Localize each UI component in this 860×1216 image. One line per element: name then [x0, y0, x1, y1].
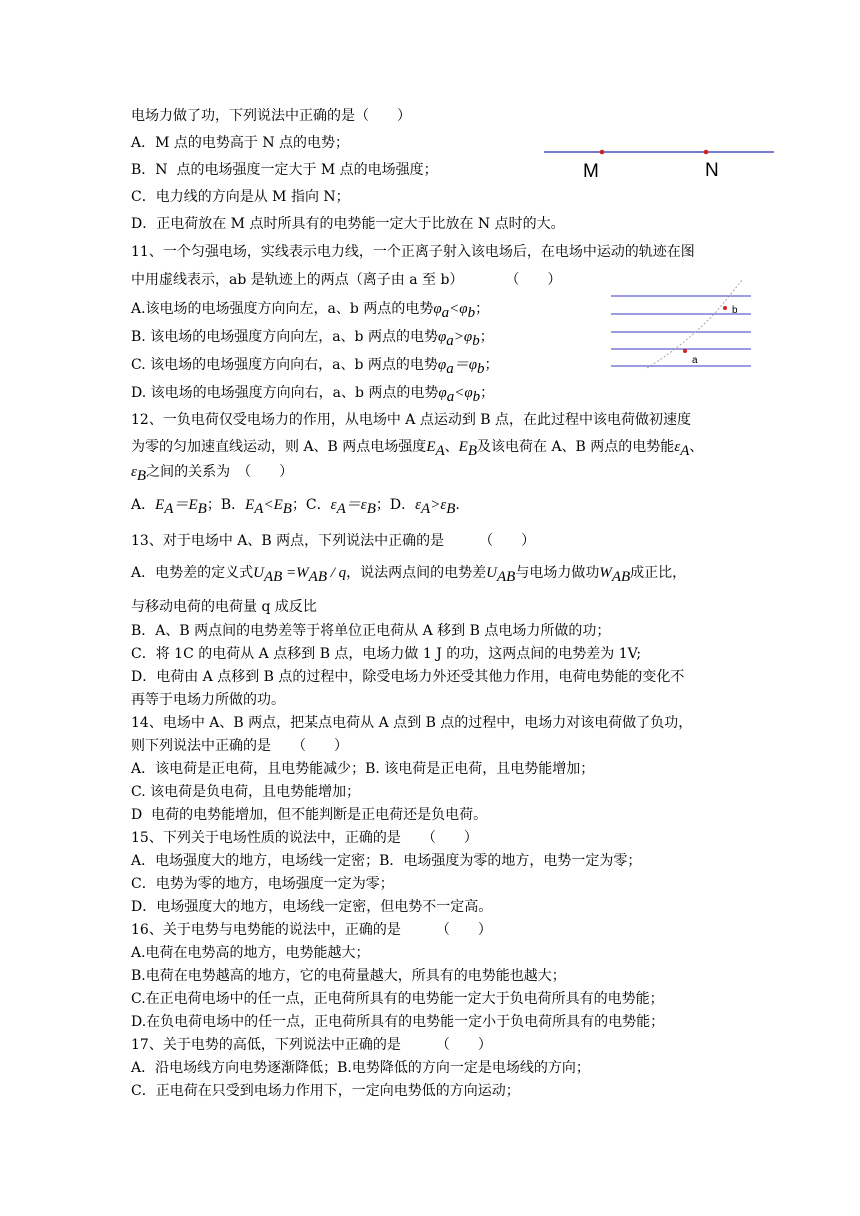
line-text: D 电荷的电势能增加，但不能判断是正电荷还是负电荷。 [131, 807, 488, 823]
math-phi: φ [468, 357, 478, 373]
line-text: A．M 点的电势高于 N 点的电势； [131, 135, 350, 151]
line-text: 电场力做了功，下列说法中正确的是（ ） [131, 108, 411, 124]
q15-option-c [131, 875, 394, 893]
math-W: W [599, 565, 612, 581]
line-text: 中用虚线表示，ab 是轨迹上的两点（离子由 a 至 b） （ ） [131, 272, 562, 288]
line-text: B.电荷在电势越高的地方，它的电荷量越大，所具有的电势能也越大； [131, 968, 566, 984]
math-op: ＝ [453, 357, 469, 373]
line-text: D.在负电荷电场中的任一点，正电荷所具有的电势能一定小于负电荷所具有的电势能； [131, 1014, 665, 1030]
line-text: A． [131, 497, 156, 513]
line-text: A．电势差的定义式 [131, 565, 254, 581]
math-phi: φ [437, 329, 447, 345]
line-text: 与移动电荷的电荷量 q 成反比 [131, 599, 317, 615]
question-14-stem [131, 714, 692, 732]
math-sub: AB [611, 568, 631, 585]
line-text: 、 [689, 439, 704, 455]
q17-option-c [131, 1082, 520, 1100]
text-line [131, 107, 411, 125]
line-text: C．电力线的方向是从 M 指向 N； [131, 189, 350, 205]
math-sub: B [136, 467, 147, 484]
option-c [131, 188, 350, 206]
line-text: ，说法两点间的电势差 [346, 565, 487, 581]
math-sub: a [446, 332, 454, 349]
q13-option-b [131, 622, 610, 640]
line-text: B. 该电场的电场强度方向向左，a、b 两点的电势 [131, 329, 438, 345]
math-E: E [458, 439, 468, 455]
line-text: A.电荷在电势高的地方，电势能越大； [131, 945, 370, 961]
math-sub: A [421, 500, 431, 517]
question-12-stem-cont [131, 438, 703, 460]
line-text: D．电荷由 A 点移到 B 点的过程中，除受电场力外还受其他力作用，电荷电势能的变化不 [131, 669, 685, 685]
math-phi: φ [459, 301, 468, 317]
question-13-stem [131, 532, 535, 550]
math-sub: B [197, 500, 207, 517]
math-op: < [263, 497, 274, 513]
math-op: ＝ [173, 497, 189, 513]
line-text: 及该电荷在 A、B 两点的电势能 [477, 439, 675, 455]
q15-option-ab [131, 852, 641, 870]
q17-option-ab [131, 1059, 590, 1077]
field-lines-trajectory-figure [605, 275, 755, 371]
math-phi: φ [433, 301, 442, 317]
math-phi: φ [438, 385, 447, 401]
line-text: C. 该电场的电场强度方向向右，a、b 两点的电势 [131, 357, 438, 373]
line-text: B．A、B 两点间的电势差等于将单位正电荷从 A 移到 B 点电场力所做的功； [131, 623, 611, 639]
line-text: 15、下列关于电场性质的说法中，正确的是 （ ） [131, 830, 478, 846]
q11-option-d [131, 384, 494, 406]
math-sub: B [282, 500, 292, 517]
math-U: U [253, 565, 264, 581]
line-text: 与电场力做功 [515, 565, 600, 581]
line-text: D．正电荷放在 M 点时所具有的电势能一定大于比放在 N 点时的大。 [131, 216, 565, 232]
line-text: 成正比， [630, 565, 687, 581]
math-eps: ε [440, 497, 447, 513]
math-phi: φ [464, 385, 473, 401]
point-b-dot [723, 306, 727, 310]
point-a-dot [683, 349, 687, 353]
line-text: 再等于电场力所做的功。 [131, 692, 285, 708]
q11-option-b [131, 328, 494, 350]
math-sub: b [472, 388, 481, 405]
math-sub: b [477, 360, 485, 377]
question-11-stem-cont [131, 271, 561, 289]
math-sub: B [467, 442, 477, 459]
field-line-mn-figure [540, 140, 780, 190]
q14-option-c [131, 783, 360, 801]
math-sub: A [254, 500, 264, 517]
line-text: 13、对于电场中 A、B 两点，下列说法中正确的是 （ ） [131, 533, 536, 549]
math-op: > [453, 329, 464, 345]
line-text: B．N 点的电场强度一定大于 M 点的电场强度； [131, 162, 438, 178]
math-sub: AB [308, 568, 327, 585]
semicolon: ； [475, 301, 490, 317]
math-sub: A [680, 442, 690, 459]
q13-option-a-cont [131, 598, 317, 616]
math-sub: AB [497, 568, 516, 585]
math-E: E [426, 439, 436, 455]
line-text: 之间的关系为 （ ） [146, 464, 294, 480]
math-sub: B [366, 500, 376, 517]
line-text: 则下列说法中正确的是 （ ） [131, 738, 348, 754]
q13-option-d [131, 668, 684, 686]
line-text: 16、关于电势与电势能的说法中，正确的是 （ ） [131, 922, 492, 938]
question-17-stem [131, 1036, 492, 1054]
line-text: C．电势为零的地方，电场强度一定为零； [131, 876, 394, 892]
math-U: U [486, 565, 498, 581]
math-E: E [273, 497, 283, 513]
q12-options [131, 496, 460, 518]
q14-option-ab [131, 760, 594, 778]
line-text: D. 该电场的电场强度方向向右，a、b 两点的电势 [131, 385, 439, 401]
line-text: C．正电荷在只受到电场力作用下，一定向电势低的方向运动； [131, 1083, 520, 1099]
line-text: C. 该电荷是负电荷，且电势能增加； [131, 784, 361, 800]
line-text: D．电场强度大的地方，电场线一定密，但电势不一定高。 [131, 899, 493, 915]
math-E: E [245, 497, 255, 513]
math-W: W [296, 565, 309, 581]
math-sub: b [472, 332, 480, 349]
math-sub: A [435, 442, 445, 459]
label-b: b [732, 305, 738, 316]
math-sub: B [446, 500, 456, 517]
semicolon: ； [484, 357, 499, 373]
q16-option-a [131, 944, 370, 962]
math-eps: ε [131, 464, 137, 480]
semicolon: ； [479, 329, 494, 345]
label-m: M [583, 161, 599, 182]
line-text: 、 [444, 439, 459, 455]
line-text: A．电场强度大的地方，电场线一定密；B．电场强度为零的地方，电势一定为零； [131, 853, 642, 869]
math-op: / q [327, 565, 347, 581]
math-phi: φ [463, 329, 473, 345]
point-n-dot [704, 150, 709, 155]
question-14-stem-cont [131, 737, 348, 755]
line-text: A．沿电场线方向电势逐渐降低；B.电势降低的方向一定是电场线的方向； [131, 1060, 590, 1076]
label-a: a [692, 355, 698, 366]
line-text: 14、电场中 A、B 两点，把某点电荷从 A 点到 B 点的过程中，电场力对该电荷做了负功， [131, 715, 693, 731]
label-n: N [705, 160, 719, 181]
question-16-stem [131, 921, 492, 939]
q16-option-d [131, 1013, 664, 1031]
math-eps: ε [330, 497, 337, 513]
option-d [131, 215, 565, 233]
q13-option-d-cont [131, 691, 285, 709]
math-op: < [454, 385, 465, 401]
q15-option-d [131, 898, 492, 916]
line-text: ；B． [206, 497, 246, 513]
q16-option-b [131, 967, 566, 985]
question-11-stem [131, 243, 695, 261]
math-op: > [430, 497, 441, 513]
line-text: 为零的匀加速直线运动，则 A、B 两点电场强度 [131, 439, 427, 455]
math-sub: A [336, 500, 346, 517]
math-eps: ε [415, 497, 422, 513]
option-b [131, 161, 438, 179]
option-a [131, 134, 349, 152]
q16-option-c [131, 990, 664, 1008]
math-eps: ε [674, 439, 681, 455]
line-text: 12、一负电荷仅受电场力的作用，从电场中 A 点运动到 B 点，在此过程中该电荷做初速度 [131, 412, 692, 428]
math-phi: φ [437, 357, 447, 373]
line-text: C．将 1C 的电荷从 A 点移到 B 点，电场力做 1 J 的功，这两点间的电势差为 1V; [131, 646, 642, 662]
line-text: A．该电荷是正电荷，且电势能减少；B. 该电荷是正电荷，且电势能增加； [131, 761, 595, 777]
math-op: = [282, 565, 297, 581]
q14-option-d [131, 806, 487, 824]
point-m-dot [600, 150, 605, 155]
q11-option-c [131, 356, 499, 378]
q13-option-c [131, 645, 641, 663]
line-text: 11、一个匀强电场，实线表示电力线，一个正离子射入该电场后，在电场中运动的轨迹在图 [131, 244, 695, 260]
math-sub: a [441, 304, 450, 321]
line-text: ；D． [375, 497, 416, 513]
math-sub: AB [263, 568, 283, 585]
math-op: < [449, 301, 460, 317]
line-text: ；C． [291, 497, 331, 513]
math-op: ＝ [345, 497, 361, 513]
question-15-stem [131, 829, 478, 847]
line-text: C.在正电荷电场中的任一点，正电荷所具有的电势能一定大于负电荷所具有的电势能； [131, 991, 664, 1007]
line-text: 17、关于电势的高低，下列说法中正确的是 （ ） [131, 1037, 492, 1053]
question-12-stem [131, 411, 691, 429]
math-E: E [188, 497, 198, 513]
math-sub: A [164, 500, 174, 517]
semicolon: ； [480, 385, 495, 401]
math-sub: a [446, 388, 455, 405]
q11-option-a [131, 300, 489, 322]
q13-option-a [131, 564, 686, 586]
question-12-stem-end [131, 463, 293, 485]
math-E: E [155, 497, 165, 513]
math-sub: a [446, 360, 454, 377]
math-sub: b [467, 304, 476, 321]
line-text: A.该电场的电场强度方向向左，a、b 两点的电势 [131, 301, 434, 317]
math-eps: ε [360, 497, 367, 513]
line-text: . [455, 497, 460, 513]
